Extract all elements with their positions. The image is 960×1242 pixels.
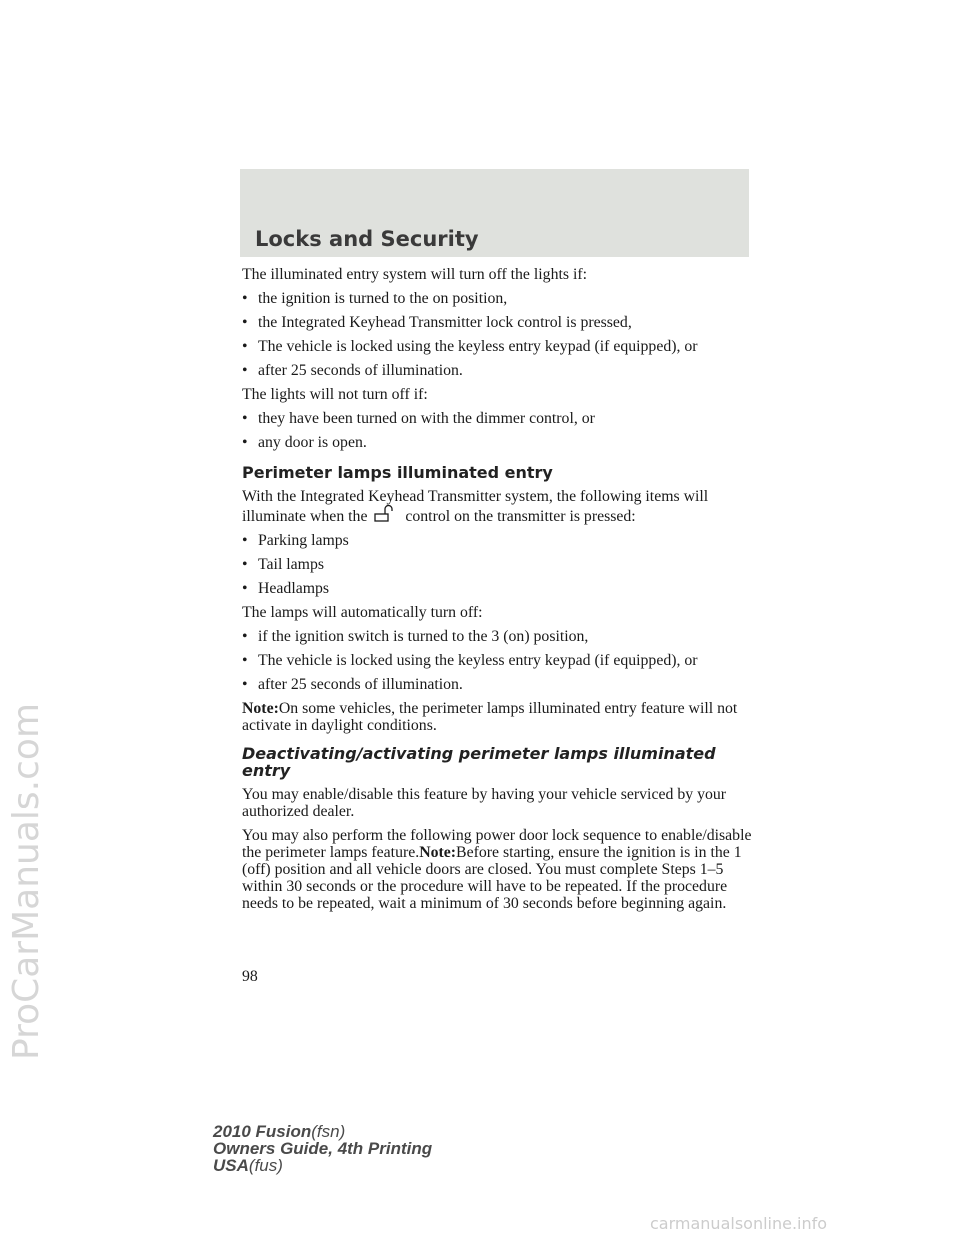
list-item: • after 25 seconds of illumination. [242, 676, 463, 693]
list-item: • The vehicle is locked using the keyless entry keypad (if equipped), or [242, 338, 698, 355]
note-label: Note: [242, 700, 279, 717]
bullet-icon: • [242, 338, 248, 355]
bullet-icon: • [242, 532, 248, 549]
perimeter-heading: Perimeter lamps illuminated entry [242, 463, 553, 482]
list-item: • Headlamps [242, 580, 330, 597]
deactivating-para-2: You may also perform the following power door lock sequence to enable/disable the perimeter lamps feature.Note:Before starting, ensure the ignition is in the 1 (off) position and all vehicle doors are closed. You must complete Steps 1–5 within 30 seconds or the procedure will have to be repeated. If the procedure needs to be repeated, wait a minimum of 30 seconds before beginning again. [242, 827, 752, 912]
footer-line-3: USA(fus) [213, 1156, 283, 1175]
list-item: • if the ignition switch is turned to the 3 (on) position, [242, 628, 589, 645]
list-item: • they have been turned on with the dimmer control, or [242, 410, 595, 427]
bullet-icon: • [242, 628, 248, 645]
side-watermark: ProCarManuals.com [6, 702, 47, 1060]
section-title: Locks and Security [255, 227, 479, 251]
deactivating-para-1: You may enable/disable this feature by having your vehicle serviced by your authorized dealer. [242, 786, 727, 820]
bullet-icon: • [242, 362, 248, 379]
note-label: Note: [419, 844, 457, 861]
list-item: • any door is open. [242, 434, 367, 451]
bullet-icon: • [242, 676, 248, 693]
list-item: • Tail lamps [242, 556, 325, 573]
deactivating-heading: Deactivating/activating perimeter lamps illuminated entry [242, 744, 716, 780]
perimeter-note: Note:On some vehicles, the perimeter lamps illuminated entry feature will not activate in daylight conditions. [242, 700, 738, 734]
bottom-watermark: carmanualsonline.info [650, 1214, 828, 1233]
list-item: • after 25 seconds of illumination. [242, 362, 463, 379]
bullet-icon: • [242, 556, 248, 573]
bullet-icon: • [242, 652, 248, 669]
intro-text: The illuminated entry system will turn off the lights if: [242, 266, 587, 283]
footer-line-1: 2010 Fusion(fsn) [213, 1122, 346, 1141]
not-off-intro: The lights will not turn off if: [242, 386, 428, 403]
footer [213, 1123, 432, 1174]
bullet-icon: • [242, 314, 248, 331]
bullet-icon: • [242, 410, 248, 427]
list-item: • The vehicle is locked using the keyless entry keypad (if equipped), or [242, 652, 698, 669]
perimeter-text: With the Integrated Keyhead Transmitter system, the following items will illuminate when the control on the transmitter is pressed: [242, 488, 709, 525]
list-item: • Parking lamps [242, 532, 349, 549]
unlock-icon [371, 505, 401, 522]
auto-off-intro: The lamps will automatically turn off: [242, 604, 483, 621]
bullet-icon: • [242, 580, 248, 597]
bullet-icon: • [242, 290, 248, 307]
page-content [242, 266, 752, 919]
footer-line-2: Owners Guide, 4th Printing [213, 1139, 433, 1158]
page-number: 98 [242, 968, 258, 985]
bullet-icon: • [242, 434, 248, 451]
section-header [240, 169, 749, 257]
list-item: • the ignition is turned to the on position, [242, 290, 508, 307]
list-item: • the Integrated Keyhead Transmitter lock control is pressed, [242, 314, 632, 331]
